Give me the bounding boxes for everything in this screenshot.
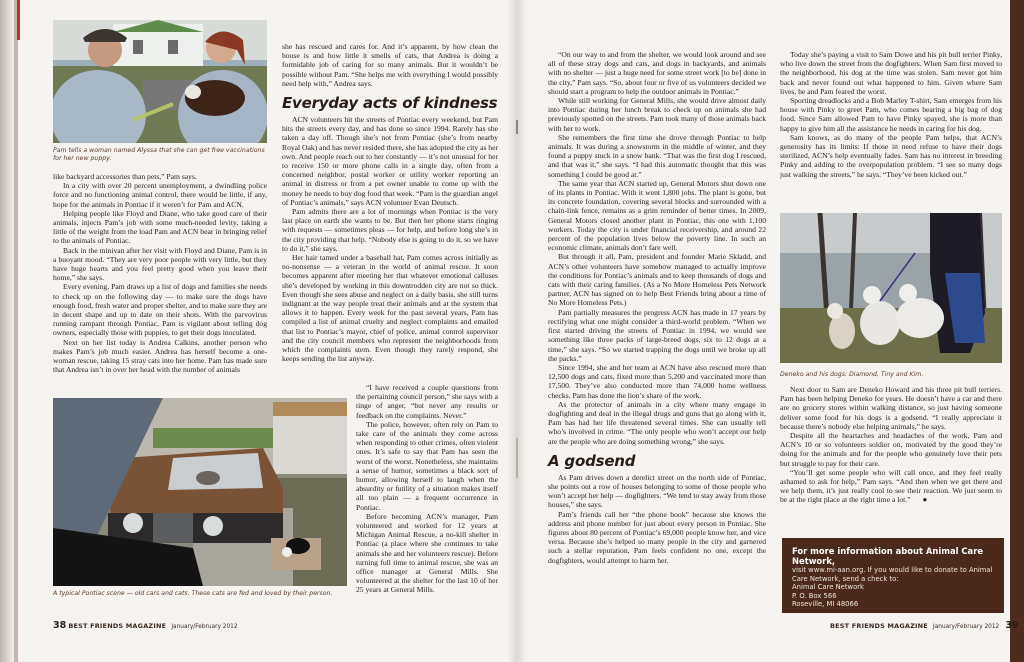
column-3 <box>548 50 766 565</box>
paragraph: Pam partially measures the progress ACN has made in 17 years by rectifying what one might consider a third-world problem. “When we first started driving the streets of Pontiac in 1994, we would see something like three packs of large-breed dogs, six to 12 dogs at a time,” she says. “So we started trapping the dogs until we broke up all the packs.” <box>548 307 766 363</box>
paragraph: “On our way to and from the shelter, we would look around and see all of these stray dogs and cats, and dogs in backyards, and animals with no shelter — just a huge need for some street work [to be] done in the city,” Pam says. “So, about four or five of us volunteers decided we should start a program to help the outdoor animals in Pontiac.” <box>548 50 766 96</box>
paragraph: But through it all, Pam, president and founder Marie Skladd, and ACN’s other volunteers have somehow managed to actually improve the conditions for Pontiac’s animals and to keep thousands of dogs and cats with their caring families. (As a No More Homeless Pets Network partner, ACN has signed on to help Best Friends bring about a time of No More Homeless Pets.) <box>548 252 766 308</box>
paragraph: Pam admits there are a lot of mornings when Pontiac is the very last place on earth she wants to be. But then her phone starts ringing with requests — sometimes pleas — for help, and before long she’s in the city providing that help. “Nobody else is going to do it, so we have to do it,” she says. <box>282 207 498 253</box>
paragraph <box>780 468 1002 505</box>
paragraph: Every evening, Pam draws up a list of dogs and families she needs to check up on the following day — to make sure the dogs have enough food, fresh water and proper shelter, and to make sure they are in decent shape and up to date on their shots. With the parvovirus running rampant through Pontiac, Pam is vigilant about telling dog owners, especially those with puppies, to get their dogs inoculated. <box>53 282 267 338</box>
column-2 <box>282 42 498 364</box>
photo-pontiac-cars-and-cats <box>53 398 347 586</box>
paragraph: Next door to Sam are Deneko Howard and his three pit bull terriers. Pam has been helping Deneko for years. He doesn’t have a car and there are no grocery stores within walking distance, so just having someone deliver some food for his dogs is a godsend. “I really appreciate it because there’s nobody else helping animals,” he says. <box>780 385 1002 431</box>
column-1 <box>53 172 267 374</box>
info-box-line: visit www.mi-aan.org. If you would like to donate to Animal <box>792 566 993 574</box>
paragraph: Sam knows, as do many of the people Pam helps, that ACN’s generosity has its limits: If those in need refuse to have their dogs sterilized, ACN’s help eventually fades. Sam has no interest in breeding Pinky and adding to the overpopulation problem. “I see so many dogs just walking the streets,” he says. “They’ve been kicked out.” <box>780 132 1002 179</box>
right-page-edge <box>1010 0 1024 662</box>
paragraph: Today she’s paying a visit to Sam Dowe and his pit bull terrier Pinky, who live down the street from the dogfighters. When Sam first moved to the neighborhood, his dog at the time was stolen. Sam never got him back and never found out what happened to him. Given where Sam lives, he and Pam feared the worst. <box>780 50 1002 96</box>
magazine-name: BEST FRIENDS MAGAZINE <box>68 622 167 630</box>
section-heading-a-godsend: A godsend <box>548 451 636 470</box>
paragraph: Back in the minivan after her visit with Floyd and Diane, Pam is in a buoyant mood. “They are very poor people with very little, but they have huge hearts and you feel pretty good when you leave their home,” she says. <box>53 245 267 283</box>
paragraph: “I have received a couple questions from the pertaining council person,” she says with a tinge of anger, “but never any results or feedback on the complaints. Never.” <box>356 383 498 420</box>
left-page-edge <box>0 0 22 662</box>
paragraph: Despite all the heartaches and headaches of the work, Pam and ACN’s 10 or so volunteers soldier on, motivated by the good they’re doing for the animals and for the people who genuinely love their pets but struggle to pay for their care. <box>780 431 1002 468</box>
caption-deneko-and-dogs: Deneko and his dogs: Diamond, Tiny and Kim. <box>780 371 924 378</box>
info-box-line: Roseville, MI 48066 <box>792 600 859 609</box>
column-2-narrow <box>356 383 498 595</box>
paragraph: While still working for General Mills, she would drive almost daily into Pontiac during her lunch break to check up on animals she had previously spotted on the streets. Pam took many of those animals back with her to work. <box>548 96 766 133</box>
info-box-line: Care Network, send a check to: <box>792 574 899 583</box>
column-4-top <box>780 50 1002 179</box>
page-number-right: 39 <box>1005 620 1019 631</box>
paragraph: Helping people like Floyd and Diane, who take good care of their animals, injects Pam’s job with some much-needed levity, taking a little of the weight from the load Pam and ACN bear in bringing relief to the animals of Pontiac. <box>53 208 267 246</box>
paragraph: Pam’s friends call her “the phone book” because she knows the address and phone number for just about every person in Pontiac. She figures about 80 percent of Pontiac’s 69,000 people know her, and vice versa. Because she’s helped so many people in the city and garnered such a stellar reputation, Pam feels confident no one, except the dogfighters, would attempt to harm her. <box>548 509 766 565</box>
info-box-animal-care-network <box>782 538 1004 613</box>
paragraph: She remembers the first time she drove through Pontiac to help animals. It was during a snowstorm in the middle of winter, and they found a puppy stuck in a snow bank. “That was the first dog I rescued, and that was it,” she says. “I had this automatic thought that this was something I could be good at.” <box>548 132 766 179</box>
footer-left <box>53 620 238 631</box>
photo-pam-and-alyssa <box>53 20 267 143</box>
paragraph: like backyard accessories than pets,” Pam says. <box>53 172 197 181</box>
paragraph: Her hair tamed under a baseball hat, Pam comes across initially as no-nonsense — a veteran in the world of animal rescue. It soon becomes apparent after meeting her that whatever emotional calluses she’s developed by working in this downtrodden city are not so thick. Even though she sees abuse and neglect on a daily basis, she still turns indignant at the way people treat their animals and at the system that allows it to happen. Every week for the past several years, Pam has compiled a list of animal cruelty and neglect complaints and emailed that list to Pontiac’s mayor, chief of police, animal control supervisor and the city council members who represent the neighborhoods from which the complaints stem. Even though they rarely respond, she keeps sending the list anyway. <box>282 253 498 364</box>
caption-pontiac-cars-and-cats: A typical Pontiac scene — old cars and cats. These cats are fed and loved by their person. <box>53 590 333 597</box>
paragraph: As Pam drives down a derelict street on the north side of Pontiac, she points out a row of houses belonging to some of those people who won’t accept her help — dogfighters. “We tend to stay away from those houses,” she says. <box>548 472 766 510</box>
info-box-title: For more information about Animal Care Network, <box>792 546 984 566</box>
paragraph: ACN volunteers hit the streets of Pontiac every weekend, but Pam hits the streets every day, and has done so since 1994. Rarely has she taken a day off. Though she’s not from Pontiac (she’s from nearby Royal Oak) and has never resided there, she has adopted the city as her own. And people reach out to her constantly — it’s not unusual for her to receive 150 or more phone calls in a single day, often from a concerned neighbor, postal worker or utility worker reporting an animal in distress or from a pet owner unable to come up with the money he needs to buy dog food that week. “Pam is the guardian angel of Pontiac’s animals,” says ACN volunteer Evan Deutsch. <box>282 115 498 207</box>
photo-deneko-and-dogs <box>780 213 1002 363</box>
footer-right <box>830 620 1019 631</box>
paragraph: Next on her list today is Andrea Calkins, another person who makes Pam’s job much easier. Andrea has herself become a one-woman rescue, taking 15 stray cats into her home. Pam has made sure that Andrea isn’t in over her head with the number of animals <box>53 337 267 375</box>
center-gutter <box>508 0 526 662</box>
info-box-line: P. O. Box 566 <box>792 591 837 600</box>
page-number-left: 38 <box>53 620 67 631</box>
column-4-bottom <box>780 385 1002 505</box>
caption-pam-and-alyssa: Pam tells a woman named Alyssa that she can get free vaccinations for her new puppy. <box>53 147 265 162</box>
section-heading-everyday-acts: Everyday acts of kindness <box>282 94 498 113</box>
paragraph: As the protector of animals in a city where many engage in dogfighting and deal in the illegal drugs and guns that go along with it, Pam has had her life threatened several times. She can usually tell who’s involved in crime. “The only people who won’t accept our help are the people who are doing something wrong,” she says. <box>548 399 766 446</box>
paw-print-icon: ● <box>922 495 928 505</box>
paragraph: The same year that ACN started up, General Motors shut down one of its plants in Pontiac. With it went 1,800 jobs. The plant is gone, but its concrete foundation, covering several blocks and surrounded with a chain-link fence, remains as a grim reminder of better times. In 2009, General Motors closed another plant in Pontiac, this one with 1,100 workers. Today the city is under financial receivership, and around 22 percent of the population lives below the poverty line. In such an economic climate, animals don’t fare well. <box>548 178 766 253</box>
issue-date: January/February 2012 <box>171 624 238 630</box>
paragraph: In a city with over 20 percent unemployment, a dwindling police force and no functioning animal control, there would be little, if any, hope for the animals in Pontiac if it weren’t for Pam and ACN. <box>53 181 267 209</box>
paragraph: she has rescued and cares for. And it’s apparent, by how clean the house is and how little it smells of cats, that Andrea is doing a formidable job of caring for so many animals. But it wouldn’t be possible without Pam. “She helps me with everything I would possibly need help with,” Andrea says. <box>282 42 498 88</box>
magazine-name: BEST FRIENDS MAGAZINE <box>830 622 928 630</box>
paragraph: The police, however, often rely on Pam to take care of the animals they come across when responding to other crimes, often violent ones. It’s safe to say that Pam has seen the worst of the worst. Nonetheless, she maintains a sense of humor, sometimes a black sort of humor, allowing herself to laugh when the absurdity or futility of a situation makes itself all too plain — a frequent occurrence in Pontiac. <box>356 419 498 512</box>
issue-date: January/February 2012 <box>933 624 1000 630</box>
photo-pontiac-cars-and-cats-image <box>53 398 347 586</box>
photo-pam-and-alyssa-image <box>53 20 267 143</box>
photo-deneko-and-dogs-image <box>780 213 1002 363</box>
info-box-line: Animal Care Network <box>792 583 864 592</box>
paragraph: Sporting dreadlocks and a Bob Marley T-shirt, Sam emerges from his house with Pinky to greet Pam, who comes bearing a big bag of dog food. Since Sam allowed Pam to have Pinky spayed, she is more than happy to give him all the assistance he needs in caring for his dog. <box>780 96 1002 133</box>
paragraph: Before becoming ACN’s manager, Pam volunteered and worked for 12 years at Michigan Animal Rescue, a no-kill shelter in Pontiac (a place where she continues to take animals she and her volunteers rescue). Before turning full time to animal rescue, she was an office manager at General Mills. She volunteered at the shelter for the last 10 of her 25 years at General Mills. <box>356 511 498 595</box>
paragraph: Since 1994, she and her team at ACN have also rescued more than 12,500 dogs and cats, fixed more than 5,200 and vaccinated more than 17,500. They’ve also conducted more than 74,000 home wellness checks. Pam has done the lion’s share of the work. <box>548 362 766 400</box>
closing-quote: “You’ll get some people who will call once, and they feel really ashamed to ask for help,” Pam says. “And then when we get there and we help them, it’s just really cool to see their reaction. We just seem to be at the right place at the right time a lot.” <box>780 467 1002 505</box>
